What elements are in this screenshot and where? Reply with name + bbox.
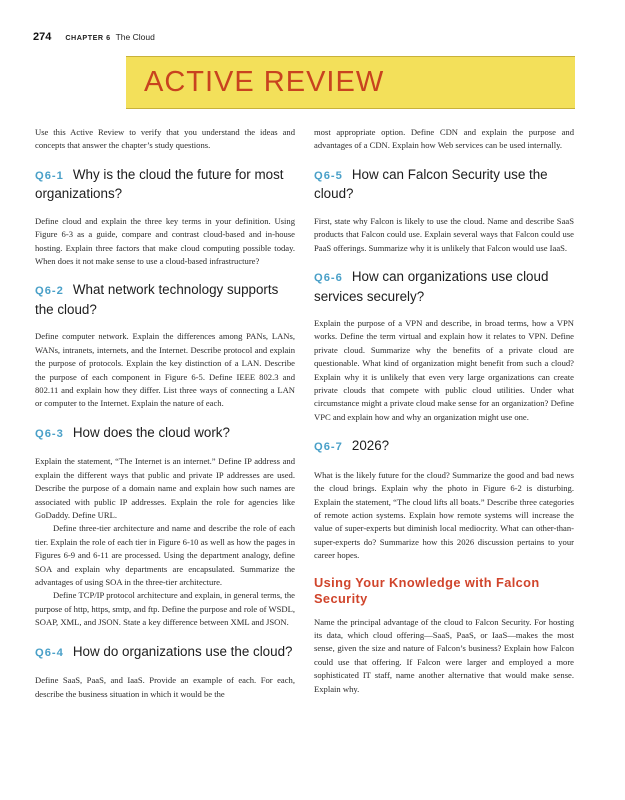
question-number: Q6-7 [314, 441, 343, 454]
question-number: Q6-6 [314, 272, 343, 285]
question-text: First, state why Falcon is likely to use the cloud. Name and describe SaaS products that Falcon could use. Explain several ways that Falcon could use PaaS offerings. Summarize why it is unlikely that Falcon would use IaaS. [314, 215, 574, 253]
question-text: Define TCP/IP protocol architecture and explain, in general terms, the purpose of http, https, smtp, and ftp. Define the purpose and role of WSDL, SOAP, XML, and JSON. State a key difference between XML and JSON. [35, 590, 295, 628]
page-number: 274 [33, 31, 52, 43]
question-heading [314, 166, 574, 203]
left-column [35, 126, 295, 701]
question-title: How can Falcon Security use the cloud? [314, 166, 548, 202]
question-number: Q6-3 [35, 427, 64, 440]
question-text: Define three-tier architecture and name and describe the role of each tier. Explain the role of each tier in Figure 6-10 as well as how the pages in Figures 6-9 and 6-11 are processed. Using the department analogy, define SOA and explain why departments are encapsulated. Summarize the advantages of using SOA in the three-tier architecture. [35, 523, 295, 588]
question-title: What network technology supports the cloud? [35, 282, 279, 317]
question-text: Define SaaS, PaaS, and IaaS. Provide an example of each. For each, describe the business situation in which it would be the [35, 675, 295, 699]
banner-title: ACTIVE REVIEW [144, 66, 385, 98]
intro-text: Use this Active Review to verify that you understand the ideas and concepts that answer the chapter’s study questions. [35, 127, 295, 151]
chapter-label: CHAPTER 6 [65, 33, 111, 42]
question-title: 2026? [351, 438, 390, 454]
question-heading [35, 643, 295, 663]
question-heading [35, 424, 295, 444]
question-title: How do organizations use the cloud? [72, 643, 293, 659]
uyk-text: Name the principal advantage of the cloud to Falcon Security. For hosting its data, which cloud offering—SaaS, PaaS, or IaaS—makes the most sense, given the size and nature of Falcon’s business? Explain how Falcon could use that offering. If Falcon were larger and employed a more sophisticated IT staff, name another alternative that would make sense. Explain why. [314, 616, 574, 694]
question-text: Explain the statement, “The Internet is an internet.” Define IP address and explain the different ways that public and private IP addresses are used. Describe the purpose of a domain name and explain how such names are associated with public IP addresses. Explain the role for agencies like GoDaddy. Define URL. [35, 456, 295, 520]
chapter-title: The Cloud [115, 32, 155, 42]
question-heading [314, 437, 574, 457]
question-number: Q6-5 [314, 169, 343, 182]
question-text: Define computer network. Explain the differences among PANs, LANs, WANs, intranets, internets, and the Internet. Describe protocol and explain the purpose of protocols. Explain the key distinction of a LAN. Describe the purpose of each component in Figure 6-5. Define IEEE 802.3 and 802.11 and explain how they differ. List three ways of connecting a LAN or computer to the Internet. Explain the nature of each. [35, 331, 295, 409]
question-title: How can organizations use cloud services securely? [314, 269, 549, 304]
question-heading [314, 268, 574, 305]
active-review-banner [126, 56, 575, 109]
question-number: Q6-2 [35, 285, 64, 298]
page-header [33, 31, 155, 45]
question-number: Q6-4 [35, 646, 64, 659]
question-title: Why is the cloud the future for most organizations? [35, 166, 284, 202]
question-text: Explain the purpose of a VPN and describe, in broad terms, how a VPN works. Define the term virtual and explain how it relates to VPN. Define private cloud. Summarize why the benefits of a private cloud are questionable. What kind of organization might benefit from such a cloud? Explain why it is unlikely that even very large organizations can create private clouds that compete with public cloud utilities. Under what circumstance might a private cloud make sense for an organization? Define VPC and explain how and why an organization might use one. [314, 318, 574, 422]
question-title: How does the cloud work? [72, 424, 230, 440]
right-column [314, 126, 574, 696]
question-text: What is the likely future for the cloud? Summarize the good and bad news the cloud brings. Explain why the photo in Figure 6-2 is disturbing. Explain the statement, “The cloud lifts all boats.” Describe three categories of remote action systems. Explain how remote systems will increase the value of super-experts but diminish local mediocrity. What can other-than-super-experts do? Summarize how this 2026 discussion pertains to your career hopes. [314, 469, 574, 561]
question-number: Q6-1 [35, 169, 64, 182]
uyk-heading: Using Your Knowledge with Falcon Security [314, 574, 540, 606]
question-heading [35, 166, 295, 203]
continuation-text: most appropriate option. Define CDN and explain the purpose and advantages of a CDN. Explain how Web services can be used internally. [314, 127, 574, 151]
question-text: Define cloud and explain the three key terms in your definition. Using Figure 6-3 as a guide, compare and contrast cloud-based and in-house hosting. Explain three factors that make cloud computing possible today. When does it not make sense to use a cloud-based infrastructure? [35, 215, 295, 267]
question-heading [35, 281, 295, 318]
